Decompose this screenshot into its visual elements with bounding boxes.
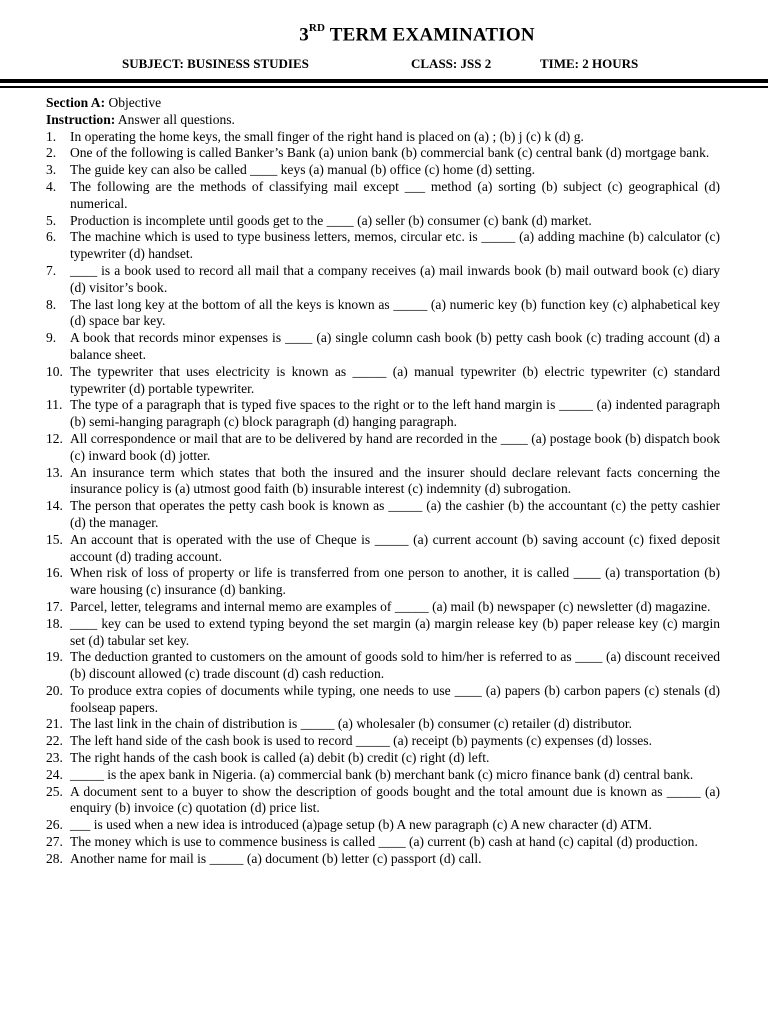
question-item <box>46 817 720 834</box>
question-number: 25. <box>46 783 63 799</box>
question-number: 9. <box>46 330 57 346</box>
question-item <box>46 330 720 364</box>
header-divider-thick <box>0 79 768 83</box>
question-number: 15. <box>46 531 63 547</box>
question-item <box>46 851 720 868</box>
question-number: 4. <box>46 178 57 194</box>
question-text: Another name for mail is _____ (a) document (b) letter (c) passport (d) call. <box>70 850 482 866</box>
question-item <box>46 213 720 230</box>
title-text: TERM EXAMINATION <box>329 24 535 46</box>
question-number: 13. <box>46 464 63 480</box>
question-item <box>46 733 720 750</box>
question-number: 5. <box>46 212 57 228</box>
question-item <box>46 431 720 465</box>
instruction-text: Answer all questions. <box>117 111 235 127</box>
question-text: When risk of loss of property or life is transferred from one person to another, it is called ____ (a) transportation (b) ware housing (c) insurance (d) banking. <box>70 565 720 598</box>
question-text: A book that records minor expenses is ____ (a) single column cash book (b) petty cash book (c) trading account (d) a balance sheet. <box>70 330 720 362</box>
question-text: Production is incomplete until goods get to the ____ (a) seller (b) consumer (c) bank (d) market. <box>70 212 592 228</box>
question-text: One of the following is called Banker’s Bank (a) union bank (b) commercial bank (c) central bank (d) mortgage bank. <box>70 145 710 161</box>
question-number: 1. <box>46 128 57 144</box>
section-label: Section A: <box>46 95 106 110</box>
question-number: 6. <box>46 229 57 245</box>
question-item <box>46 229 720 263</box>
question-number: 19. <box>46 649 63 665</box>
question-text: ____ is a book used to record all mail that a company receives (a) mail inwards book (b) mail outward book (c) diary (d) visitor’s book. <box>70 262 720 295</box>
question-number: 27. <box>46 834 63 850</box>
question-item <box>46 750 720 767</box>
question-item <box>46 145 720 162</box>
question-item <box>46 129 720 146</box>
question-number: 14. <box>46 498 63 514</box>
question-number: 11. <box>46 397 63 413</box>
question-text: ___ is used when a new idea is introduced (a)page setup (b) A new paragraph (c) A new character (d) ATM. <box>70 817 652 833</box>
time-label: TIME: 2 HOURS <box>540 56 639 71</box>
instruction-label: Instruction: <box>46 111 116 127</box>
question-text: The left hand side of the cash book is used to record _____ (a) receipt (b) payments (c) expenses (d) losses. <box>70 733 652 749</box>
question-number: 28. <box>46 850 63 866</box>
question-text: The person that operates the petty cash book is known as _____ (a) the cashier (b) the accountant (c) the petty cashier (d) the manager. <box>70 498 720 530</box>
question-item <box>46 834 720 851</box>
question-text: To produce extra copies of documents while typing, one needs to use ____ (a) papers (b) carbon papers (c) stenals (d) foolseap papers. <box>70 682 720 715</box>
subject-label: SUBJECT: BUSINESS STUDIES <box>122 56 309 71</box>
title-number: 3 <box>299 24 309 46</box>
question-item <box>46 498 720 532</box>
question-item <box>46 397 720 431</box>
question-number: 17. <box>46 598 63 614</box>
question-number: 10. <box>46 363 63 379</box>
question-text: The last link in the chain of distribution is _____ (a) wholesaler (b) consumer (c) retailer (d) distributor. <box>70 716 633 732</box>
question-number: 12. <box>46 430 63 446</box>
question-item <box>46 162 720 179</box>
question-number: 3. <box>46 162 57 178</box>
section-name: Objective <box>108 95 162 110</box>
question-text: The money which is use to commence business is called ____ (a) current (b) cash at hand (c) capital (d) production. <box>70 834 698 850</box>
exam-body <box>46 95 720 868</box>
question-number: 16. <box>46 565 63 581</box>
question-item <box>46 532 720 566</box>
question-text: The machine which is used to type business letters, memos, circular etc. is _____ (a) adding machine (b) calculator (c) typewriter (d) handset. <box>70 229 720 262</box>
question-text: The guide key can also be called ____ keys (a) manual (b) office (c) home (d) setting. <box>70 162 536 178</box>
question-text: _____ is the apex bank in Nigeria. (a) commercial bank (b) merchant bank (c) micro finance bank (d) central bank. <box>70 766 694 782</box>
question-item <box>46 465 720 499</box>
question-text: An account that is operated with the use of Cheque is _____ (a) current account (b) saving account (c) fixed deposit account (d) trading account. <box>70 531 720 564</box>
header-divider-thin <box>0 86 768 88</box>
section-heading <box>46 95 720 112</box>
question-text: ____ key can be used to extend typing beyond the set margin (a) margin release key (b) paper release key (c) margin set (d) tabular set key. <box>70 615 720 648</box>
exam-title <box>0 24 768 46</box>
instruction-line <box>46 112 720 129</box>
question-text: An insurance term which states that both the insured and the insurer should declare relevant facts concerning the insurance policy is (a) utmost good faith (b) insurable interest (c) indemnity (d) subrogation. <box>70 464 720 497</box>
question-number: 21. <box>46 716 63 732</box>
question-item <box>46 649 720 683</box>
question-item <box>46 565 720 599</box>
question-number: 2. <box>46 145 57 161</box>
question-item <box>46 683 720 717</box>
question-text: The right hands of the cash book is called (a) debit (b) credit (c) right (d) left. <box>70 750 490 766</box>
question-item <box>46 767 720 784</box>
question-number: 20. <box>46 682 63 698</box>
title-superscript: RD <box>308 22 326 34</box>
question-number: 24. <box>46 766 63 782</box>
class-label: CLASS: JSS 2 <box>411 56 492 71</box>
question-list <box>46 129 720 868</box>
question-item <box>46 599 720 616</box>
question-text: The deduction granted to customers on the amount of goods sold to him/her is referred to as ____ (a) discount received (b) discount allowed (c) trade discount (d) cash reduction. <box>70 649 720 682</box>
question-number: 18. <box>46 615 63 631</box>
question-item <box>46 297 720 331</box>
question-text: The following are the methods of classifying mail except ___ method (a) sorting (b) subject (c) geographical (d) numerical. <box>70 178 720 211</box>
question-text: Parcel, letter, telegrams and internal memo are examples of _____ (a) mail (b) newspaper (c) newsletter (d) magazine. <box>70 598 711 614</box>
question-item <box>46 263 720 297</box>
question-text: The typewriter that uses electricity is known as _____ (a) manual typewriter (b) electric typewriter (c) standard typewriter (d) portable typewriter. <box>70 363 720 396</box>
question-text: In operating the home keys, the small finger of the right hand is placed on (a) ; (b) j (c) k (d) g. <box>70 128 584 144</box>
question-item <box>46 616 720 650</box>
question-text: A document sent to a buyer to show the description of goods bought and the total amount due is known as _____ (a) enquiry (b) invoice (c) quotation (d) price list. <box>70 783 720 816</box>
question-number: 7. <box>46 262 57 278</box>
question-text: The last long key at the bottom of all the keys is known as _____ (a) numeric key (b) function key (c) alphabetical key (d) space bar key. <box>70 296 720 329</box>
question-item <box>46 716 720 733</box>
question-number: 23. <box>46 750 63 766</box>
question-number: 8. <box>46 296 57 312</box>
question-number: 22. <box>46 733 63 749</box>
question-number: 26. <box>46 817 63 833</box>
question-item <box>46 179 720 213</box>
question-text: The type of a paragraph that is typed five spaces to the right or to the left hand margin is _____ (a) indented paragraph (b) semi-hanging paragraph (c) block paragraph (d) hanging paragraph. <box>70 397 720 430</box>
question-item <box>46 364 720 398</box>
question-item <box>46 784 720 818</box>
question-text: All correspondence or mail that are to be delivered by hand are recorded in the ____ (a) postage book (b) dispatch book (c) inward book (d) jotter. <box>70 430 720 463</box>
